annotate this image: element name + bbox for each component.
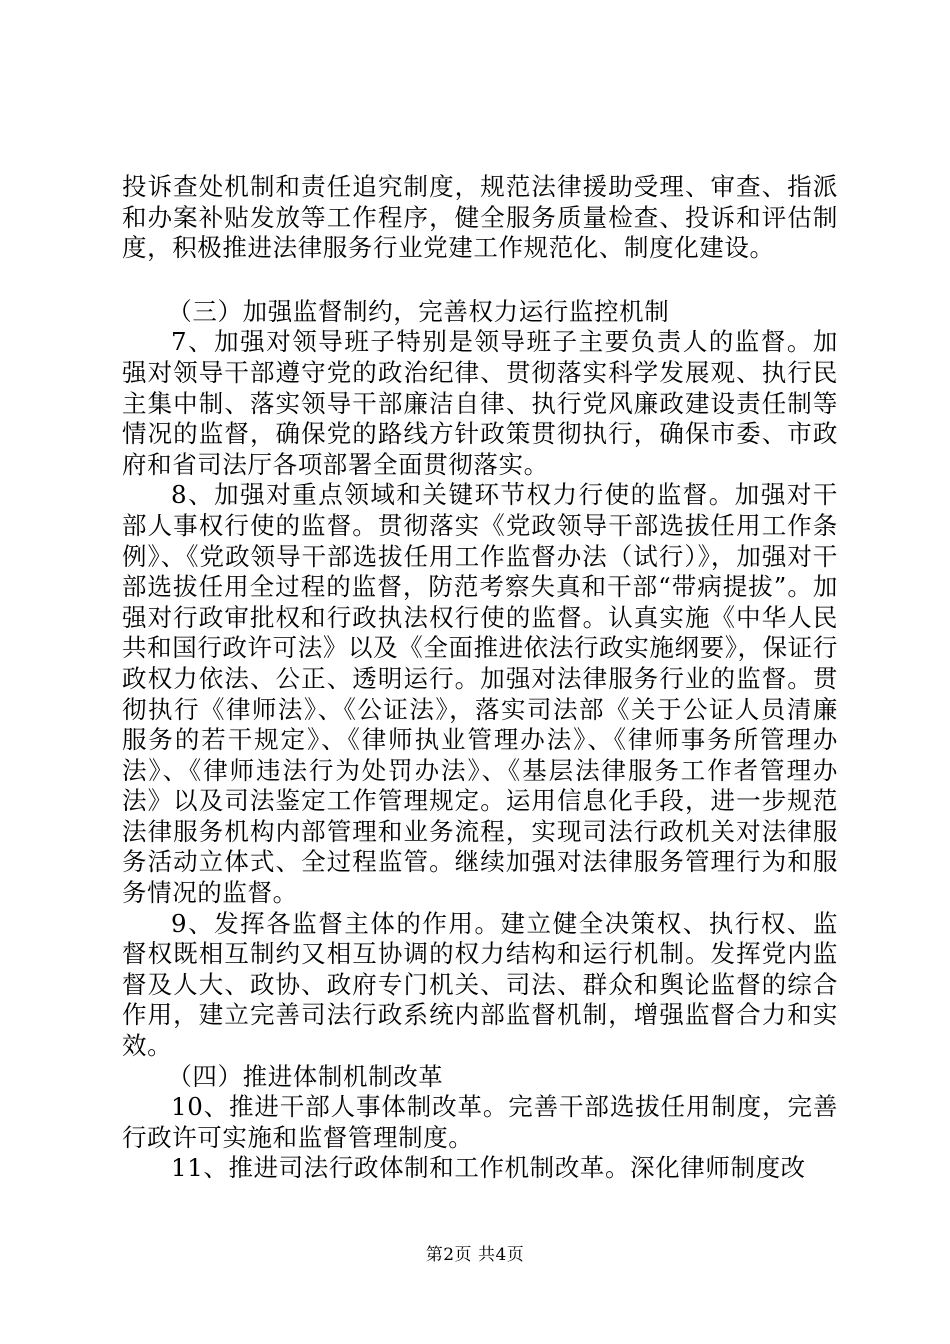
paragraph-item-9: 9、发挥各监督主体的作用。建立健全决策权、执行权、监督权既相互制约又相互协调的权力结构和运行机制。发挥党内监督及人大、政协、政府专门机关、司法、群众和舆论监督的综合作用，建立完善司法行政系统内部监督机制，增强监督合力和实效。 — [122, 908, 838, 1061]
paragraph-item-10: 10、推进干部人事体制改革。完善干部选拔任用制度，完善行政许可实施和监督管理制度。 — [122, 1092, 838, 1152]
page-number-footer: 第2页 共4页 — [425, 1245, 525, 1265]
section-heading-3: （三）加强监督制约，完善权力运行监控机制 — [167, 296, 670, 326]
paragraph-item-7: 7、加强对领导班子特别是领导班子主要负责人的监督。加强对领导干部遵守党的政治纪律、贯彻落实科学发展观、执行民主集中制、落实领导干部廉洁自律、执行党风廉政建设责任制等情况的监督，确保党的路线方针政策贯彻执行，确保市委、市政府和省司法厅各项部署全面贯彻落实。 — [122, 327, 838, 479]
document-body — [122, 172, 838, 1184]
section-heading-4: （四）推进体制机制改革 — [167, 1061, 444, 1091]
paragraph-continued: 投诉查处机制和责任追究制度，规范法律援助受理、审查、指派和办案补贴发放等工作程序，健全服务质量检查、投诉和评估制度，积极推进法律服务行业党建工作规范化、制度化建设。 — [122, 172, 838, 263]
paragraph-item-11: 11、推进司法行政体制和工作机制改革。深化律师制度改 — [171, 1153, 806, 1183]
paragraph-item-8: 8、加强对重点领域和关键环节权力行使的监督。加强对干部人事权行使的监督。贯彻落实《党政领导干部选拔任用工作条例》、《党政领导干部选拔任用工作监督办法（试行）》，加强对干部选拔任用全过程的监督，防范考察失真和干部“带病提拔”。加强对行政审批权和行政执法权行使的监督。认真实施《中华人民共和国行政许可法》以及《全面推进依法行政实施纲要》，保证行政权力依法、公正、透明运行。加强对法律服务行业的监督。贯彻执行《律师法》、《公证法》，落实司法部《关于公证人员清廉服务的若干规定》、《律师执业管理办法》、《律师事务所管理办法》、《律师违法行为处罚办法》、《基层法律服务工作者管理办法》以及司法鉴定工作管理规定。运用信息化手段，进一步规范法律服务机构内部管理和业务流程，实现司法行政机关对法律服务活动立体式、全过程监管。继续加强对法律服务管理行为和服务情况的监督。 — [122, 480, 838, 908]
